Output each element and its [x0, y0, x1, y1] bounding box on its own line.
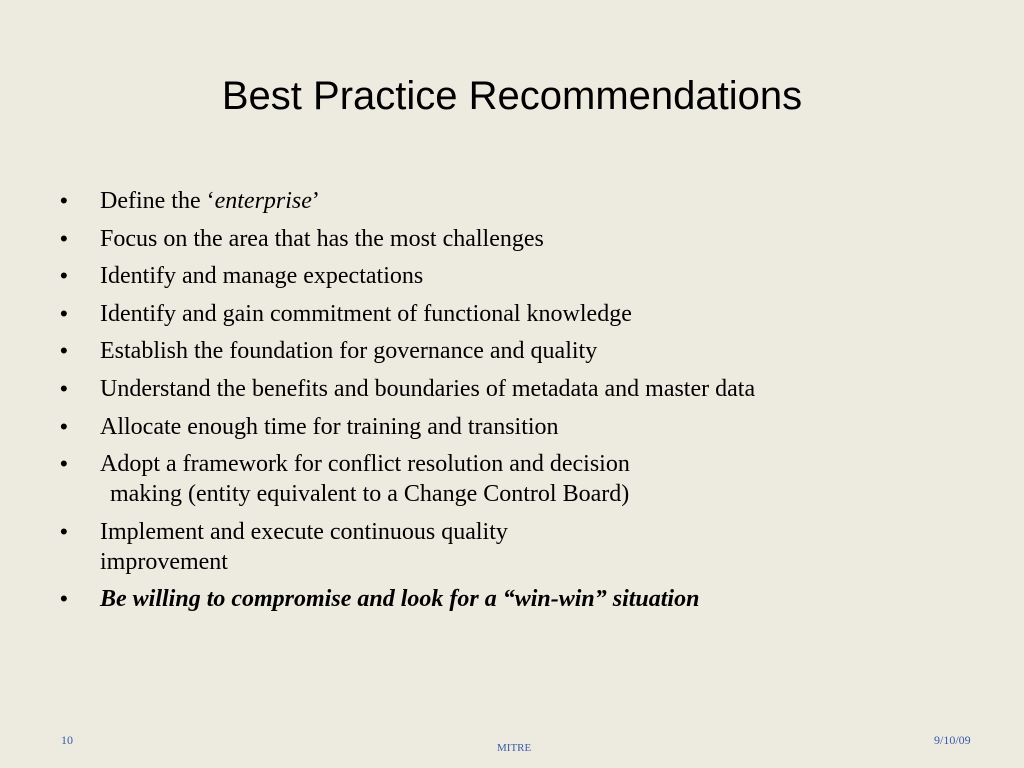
- bullet-text: Allocate enough time for training and transition: [100, 413, 559, 440]
- bullet-item: [60, 224, 960, 254]
- bullet-marker: •: [60, 375, 68, 401]
- bullet-marker: •: [60, 263, 68, 289]
- bullet-text-line-2: improvement: [100, 548, 228, 575]
- bullet-text: Establish the foundation for governance and quality: [100, 338, 598, 365]
- bullet-marker: •: [60, 451, 68, 477]
- bullet-text-suffix: ’: [311, 188, 320, 214]
- bullet-marker: •: [60, 586, 68, 612]
- bullet-item: [60, 299, 960, 329]
- slide-number: 10: [61, 733, 73, 747]
- bullet-item: [60, 261, 960, 291]
- bullet-text: Identify and manage expectations: [100, 263, 424, 290]
- bullet-item: [60, 336, 960, 366]
- slide-title: Best Practice Recommendations: [221, 74, 803, 118]
- bullet-item: [60, 374, 960, 404]
- bullet-marker: •: [60, 338, 68, 364]
- bullet-item: [60, 584, 960, 614]
- bullet-marker: •: [60, 300, 68, 326]
- bullet-text: Focus on the area that has the most challenges: [100, 225, 544, 252]
- bullet-text: Identify and gain commitment of functional knowledge: [100, 300, 632, 327]
- bullet-marker: •: [60, 413, 68, 439]
- bullet-marker: •: [60, 518, 68, 544]
- bullet-item: [60, 186, 960, 216]
- bullet-item: [60, 517, 960, 577]
- bullet-item: [60, 449, 960, 509]
- footer-date: 9/10/09: [934, 733, 971, 747]
- bullet-text: Understand the benefits and boundaries of metadata and master data: [100, 375, 756, 402]
- bullet-text-emphasis: enterprise: [214, 188, 312, 214]
- bullet-text-line-1: Implement and execute continuous quality: [100, 518, 508, 545]
- bullet-text-line-2: making (entity equivalent to a Change Control Board): [110, 481, 630, 508]
- bullet-text-prefix: Define the ‘: [100, 188, 215, 214]
- bullet-marker: •: [60, 188, 68, 213]
- footer-organization: MITRE: [497, 742, 532, 754]
- bullet-text-line-1: Adopt a framework for conflict resolution and decision: [100, 451, 630, 478]
- bullet-text-emphasized: Be willing to compromise and look for a “win-win” situation: [100, 586, 700, 613]
- bullet-item: [60, 412, 960, 442]
- bullet-marker: •: [60, 225, 68, 251]
- bullet-list: [60, 186, 960, 622]
